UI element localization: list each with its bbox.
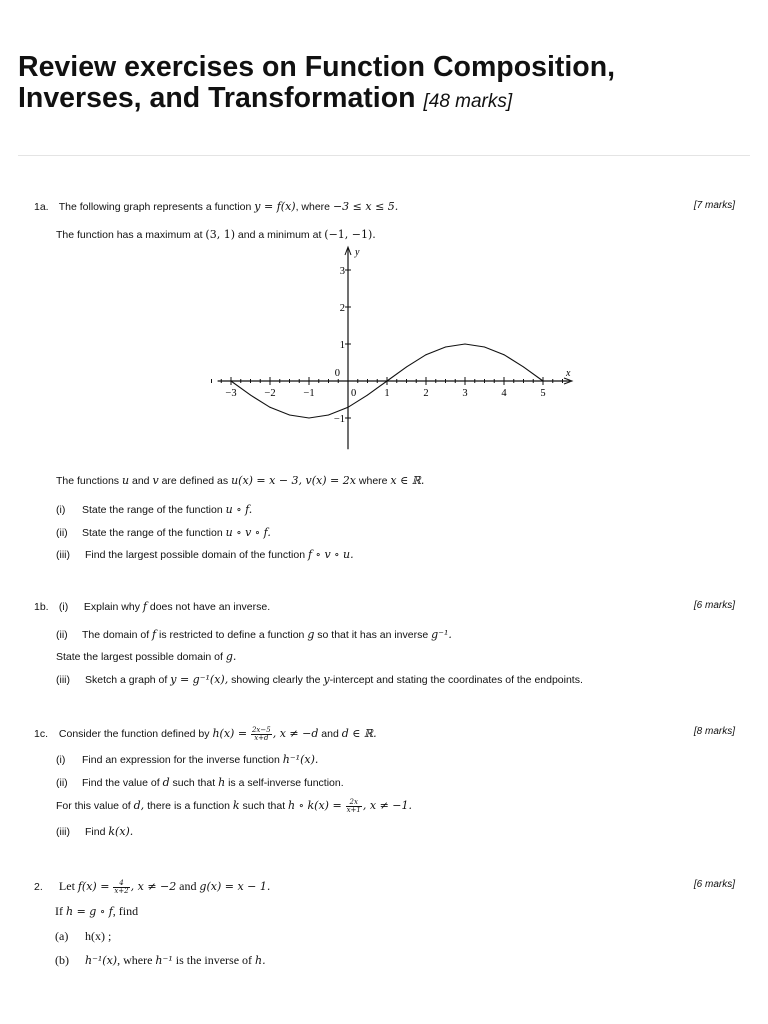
part-text: is the inverse of (175, 953, 253, 967)
q2-number: 2. (34, 881, 43, 893)
graph-axes (218, 247, 572, 449)
part-text: Find the value of (82, 777, 160, 789)
q2-intro (34, 877, 270, 896)
part-math: h⁻¹ (155, 954, 173, 967)
state-text: State the largest possible domain of (56, 651, 223, 663)
q1a-part-ii (56, 526, 271, 540)
part-label: (b) (55, 953, 69, 967)
h-lhs: h(x) = (212, 727, 248, 740)
curve-point (367, 395, 368, 396)
curve-point (504, 354, 505, 355)
q1a-function: y = f(x) (254, 200, 296, 213)
curve-point (484, 346, 485, 347)
part-math: h (218, 776, 226, 789)
graph-ticks (212, 266, 563, 425)
page-title (18, 52, 738, 117)
part-math: f (152, 628, 157, 641)
q1a-definitions (56, 474, 424, 488)
k-denominator: x+1 (346, 805, 361, 814)
part-math: u ∘ v ∘ f. (225, 526, 271, 539)
curve-point (445, 346, 446, 347)
part-text: h(x) ; (85, 929, 112, 943)
title-marks: [48 marks] (423, 91, 513, 112)
and-text: and (321, 728, 339, 740)
q1c-part-ii (56, 776, 344, 790)
part-label: (i) (56, 504, 66, 516)
q2-part-b (55, 954, 266, 967)
part-label: (ii) (56, 527, 68, 539)
part-label: (ii) (56, 777, 68, 789)
y-tick-label: 1 (339, 340, 345, 351)
q1a-intro (34, 200, 398, 214)
part-text: so that it has an inverse (317, 629, 429, 641)
part-label: (i) (56, 754, 66, 766)
y-tick-label: 3 (339, 266, 345, 277)
f-condition: , x ≠ −2 (130, 880, 177, 893)
q1a-part-i (56, 503, 252, 517)
x-tick-label: 0 (351, 388, 357, 399)
part-math: u ∘ f. (225, 503, 253, 516)
part-math: f ∘ v ∘ u. (307, 548, 354, 561)
y-tick-label: −1 (333, 414, 345, 425)
x-tick-label: 5 (540, 388, 546, 399)
let-text: Let (58, 879, 75, 893)
defs-v: v (152, 474, 159, 487)
q1a-marks: [7 marks] (693, 200, 735, 211)
part-math: g⁻¹. (431, 628, 452, 641)
part-math: h⁻¹(x) (85, 954, 118, 967)
x-tick-label: −1 (303, 388, 315, 399)
defs-where: where (358, 475, 388, 487)
k-lhs: h ∘ k(x) = (288, 799, 342, 812)
part-math: d (162, 776, 170, 789)
title-text: Review exercises on Function Composition, Inverses, and Transformation (18, 51, 616, 114)
f-lhs: f(x) = (77, 880, 110, 893)
f-fraction (113, 880, 129, 895)
part-text: Sketch a graph of (85, 674, 168, 686)
curve-point (250, 395, 251, 396)
part-text: Find (85, 826, 106, 838)
part-math: f (142, 600, 147, 613)
part-math: g (307, 628, 315, 641)
q1c-intro-text: Consider the function defined by (58, 728, 210, 740)
part-label: (i) (58, 601, 69, 613)
and-text: and (179, 879, 197, 893)
defs-set: x ∈ ℝ. (390, 474, 425, 487)
k-fraction (346, 799, 362, 814)
q1a-extrema (56, 228, 376, 242)
part-text: Find an expression for the inverse function (82, 754, 280, 766)
defs-u: u (121, 474, 130, 487)
k-condition: , x ≠ −1. (362, 799, 413, 812)
q1a-where: , where (295, 201, 331, 213)
defs-are: are defined as (161, 475, 229, 487)
curve-point (523, 366, 524, 367)
title-divider (18, 155, 750, 156)
q2-if-line (55, 905, 138, 918)
q1a-number: 1a. (34, 201, 49, 213)
g-definition: g(x) = x − 1. (199, 880, 271, 893)
defs-and: and (131, 475, 150, 487)
part-text: such that (172, 777, 216, 789)
for-text: For this value of (56, 800, 131, 812)
curve-point (231, 381, 232, 382)
part-label: (iii) (56, 674, 70, 686)
h-denominator: x+d (254, 733, 269, 742)
defs-text: The functions (56, 475, 120, 487)
curve-point (289, 415, 290, 416)
part-text: Find the largest possible domain of the function (85, 549, 306, 561)
part-math: y (323, 673, 330, 686)
x-tick-label: 2 (423, 388, 429, 399)
q1b-part-ii (56, 628, 452, 642)
h-fraction (251, 727, 272, 742)
for-text: such that (242, 800, 286, 812)
part-text: is a self-inverse function. (228, 777, 344, 789)
q2-marks: [6 marks] (693, 879, 735, 890)
part-math: h⁻¹(x). (282, 753, 319, 766)
curve-point (543, 381, 544, 382)
x-tick-label: 4 (501, 388, 507, 399)
h-condition: , x ≠ −d (272, 727, 319, 740)
part-label: (a) (55, 929, 69, 943)
q1a-domain: −3 ≤ x ≤ 5. (332, 200, 399, 213)
defs-expr: u(x) = x − 3, v(x) = 2x (231, 474, 356, 487)
for-text: there is a function (147, 800, 230, 812)
f-denominator: x+2 (114, 886, 129, 895)
q1b-marks: [6 marks] (693, 600, 735, 611)
x-tick-label: −2 (264, 388, 276, 399)
q1b-part-i (34, 600, 270, 614)
y-tick-label: 2 (339, 303, 345, 314)
q1b-state (56, 650, 236, 664)
d-condition: d ∈ ℝ. (341, 727, 377, 740)
part-text: Explain why (83, 601, 140, 613)
q1a-intro-text: The following graph represents a function (58, 201, 252, 213)
x-axis-label: x (566, 368, 571, 379)
q1c-part-iii (56, 825, 133, 839)
k-numerator: 2x (346, 799, 362, 807)
x-tick-label: 3 (462, 388, 468, 399)
q1c-number: 1c. (34, 728, 49, 740)
x-tick-label: 1 (384, 388, 390, 399)
for-math: d, (133, 799, 145, 812)
part-text: does not have an inverse. (149, 601, 271, 613)
q1c-marks: [8 marks] (693, 726, 735, 737)
y-axis-label: y (355, 247, 360, 258)
x-tick-label: −3 (225, 388, 237, 399)
q1a-min-point: (−1, −1). (324, 228, 376, 241)
q1a-max-point: (3, 1) (205, 228, 235, 241)
q2-part-a (55, 930, 111, 943)
q1b-number: 1b. (34, 601, 49, 613)
q1a-min-text: and a minimum at (237, 229, 322, 241)
curve-point (387, 381, 388, 382)
find-text: , find (112, 904, 139, 918)
q1a-max-text: The function has a maximum at (56, 229, 203, 241)
h-definition: h = g ∘ f (66, 905, 113, 918)
q1c-intro (34, 725, 377, 743)
q1c-part-i (56, 753, 318, 767)
q1a-part-iii (56, 548, 354, 562)
part-text: State the range of the function (82, 504, 223, 516)
part-math: k(x). (108, 825, 134, 838)
part-text: The domain of (82, 629, 150, 641)
curve-point (328, 415, 329, 416)
part-text: is restricted to define a function (159, 629, 305, 641)
state-math: g. (225, 650, 237, 663)
f-numerator: 4 (113, 880, 129, 888)
curve-point (465, 344, 466, 345)
part-text: -intercept and stating the coordinates of the endpoints. (329, 674, 583, 686)
q1c-for-value (56, 797, 412, 815)
curve-point (348, 407, 349, 408)
curve-point (309, 418, 310, 419)
curve-point (270, 407, 271, 408)
part-text: State the range of the function (82, 527, 223, 539)
curve-point (406, 366, 407, 367)
for-math: k (232, 799, 240, 812)
part-label: (iii) (56, 826, 70, 838)
part-label: (iii) (56, 549, 70, 561)
q1b-part-iii (56, 673, 583, 687)
part-math: h. (255, 954, 266, 967)
curve-point (426, 354, 427, 355)
part-text: showing clearly the (231, 674, 321, 686)
y-tick-label: 0 (334, 368, 340, 379)
h-numerator: 2x−5 (251, 725, 271, 734)
part-text: , where (117, 953, 153, 967)
part-label: (ii) (56, 629, 68, 641)
if-text: If (55, 904, 63, 918)
function-graph (195, 242, 595, 454)
part-math: y = g⁻¹(x), (170, 673, 229, 686)
